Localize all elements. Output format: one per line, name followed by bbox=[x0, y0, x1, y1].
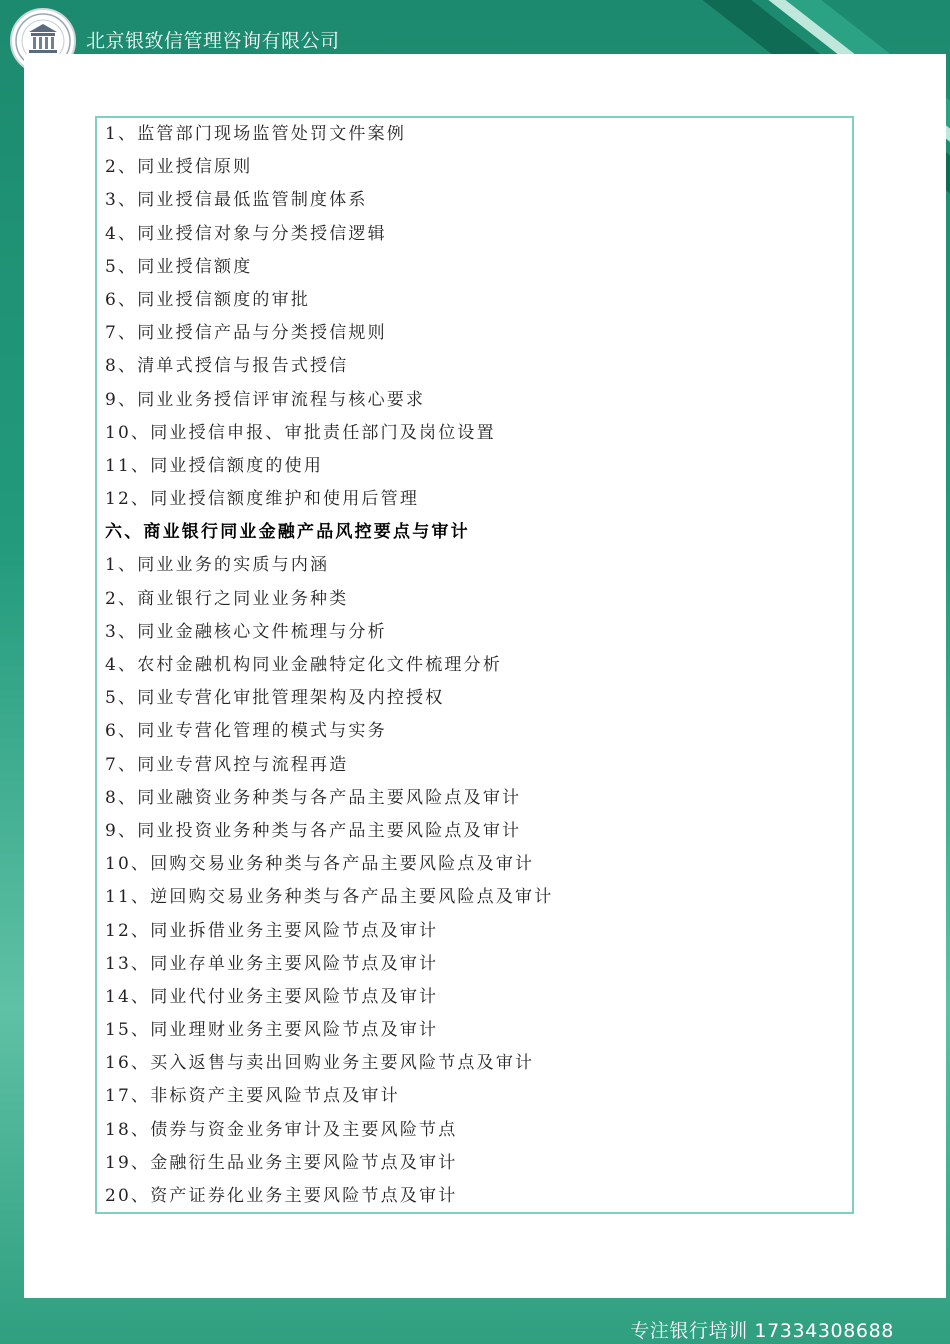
list-item: 11、同业授信额度的使用 bbox=[105, 455, 324, 476]
list-item: 8、同业融资业务种类与各产品主要风险点及审计 bbox=[105, 787, 522, 808]
section-heading: 六、商业银行同业金融产品风控要点与审计 bbox=[105, 522, 470, 543]
list-item: 1、监管部门现场监管处罚文件案例 bbox=[105, 124, 407, 144]
list-item: 18、债券与资金业务审计及主要风险节点 bbox=[105, 1119, 458, 1140]
list-item: 5、同业授信额度 bbox=[105, 256, 253, 277]
company-name: 北京银致信管理咨询有限公司 bbox=[86, 30, 340, 52]
list-item: 19、金融衍生品业务主要风险节点及审计 bbox=[105, 1152, 458, 1173]
list-item: 10、回购交易业务种类与各产品主要风险点及审计 bbox=[105, 854, 535, 875]
list-item: 9、同业业务授信评审流程与核心要求 bbox=[105, 389, 426, 410]
list-item: 5、同业专营化审批管理架构及内控授权 bbox=[105, 688, 445, 709]
footer-contact: 专注银行培训 17334308688 bbox=[630, 1320, 894, 1342]
list-item: 9、同业投资业务种类与各产品主要风险点及审计 bbox=[105, 820, 522, 841]
list-item: 6、同业授信额度的审批 bbox=[105, 289, 311, 310]
list-item: 12、同业授信额度维护和使用后管理 bbox=[105, 489, 420, 510]
list-item: 15、同业理财业务主要风险节点及审计 bbox=[105, 1020, 439, 1041]
list-item: 2、商业银行之同业业务种类 bbox=[105, 588, 349, 609]
list-item: 7、同业专营风控与流程再造 bbox=[105, 754, 349, 775]
list-item: 17、非标资产主要风险节点及审计 bbox=[105, 1086, 400, 1107]
list-item: 16、买入返售与卖出回购业务主要风险节点及审计 bbox=[105, 1053, 535, 1074]
list-item: 11、逆回购交易业务种类与各产品主要风险点及审计 bbox=[105, 887, 554, 908]
list-item: 3、同业金融核心文件梳理与分析 bbox=[105, 621, 387, 642]
list-item: 12、同业拆借业务主要风险节点及审计 bbox=[105, 920, 439, 941]
list-item: 4、农村金融机构同业金融特定化文件梳理分析 bbox=[105, 655, 503, 675]
list-item: 3、同业授信最低监管制度体系 bbox=[105, 190, 368, 211]
list-item: 13、同业存单业务主要风险节点及审计 bbox=[105, 953, 439, 974]
list-item: 7、同业授信产品与分类授信规则 bbox=[105, 323, 387, 344]
list-item: 20、资产证券化业务主要风险节点及审计 bbox=[105, 1186, 458, 1206]
list-item: 6、同业专营化管理的模式与实务 bbox=[105, 721, 387, 742]
list-item: 1、同业业务的实质与内涵 bbox=[105, 555, 330, 576]
list-item: 10、同业授信申报、审批责任部门及岗位设置 bbox=[105, 422, 496, 443]
list-item: 4、同业授信对象与分类授信逻辑 bbox=[105, 223, 387, 244]
list-item: 8、清单式授信与报告式授信 bbox=[105, 356, 349, 377]
list-item: 14、同业代付业务主要风险节点及审计 bbox=[105, 986, 439, 1007]
list-item: 2、同业授信原则 bbox=[105, 157, 253, 178]
course-outline-list bbox=[105, 118, 553, 1213]
